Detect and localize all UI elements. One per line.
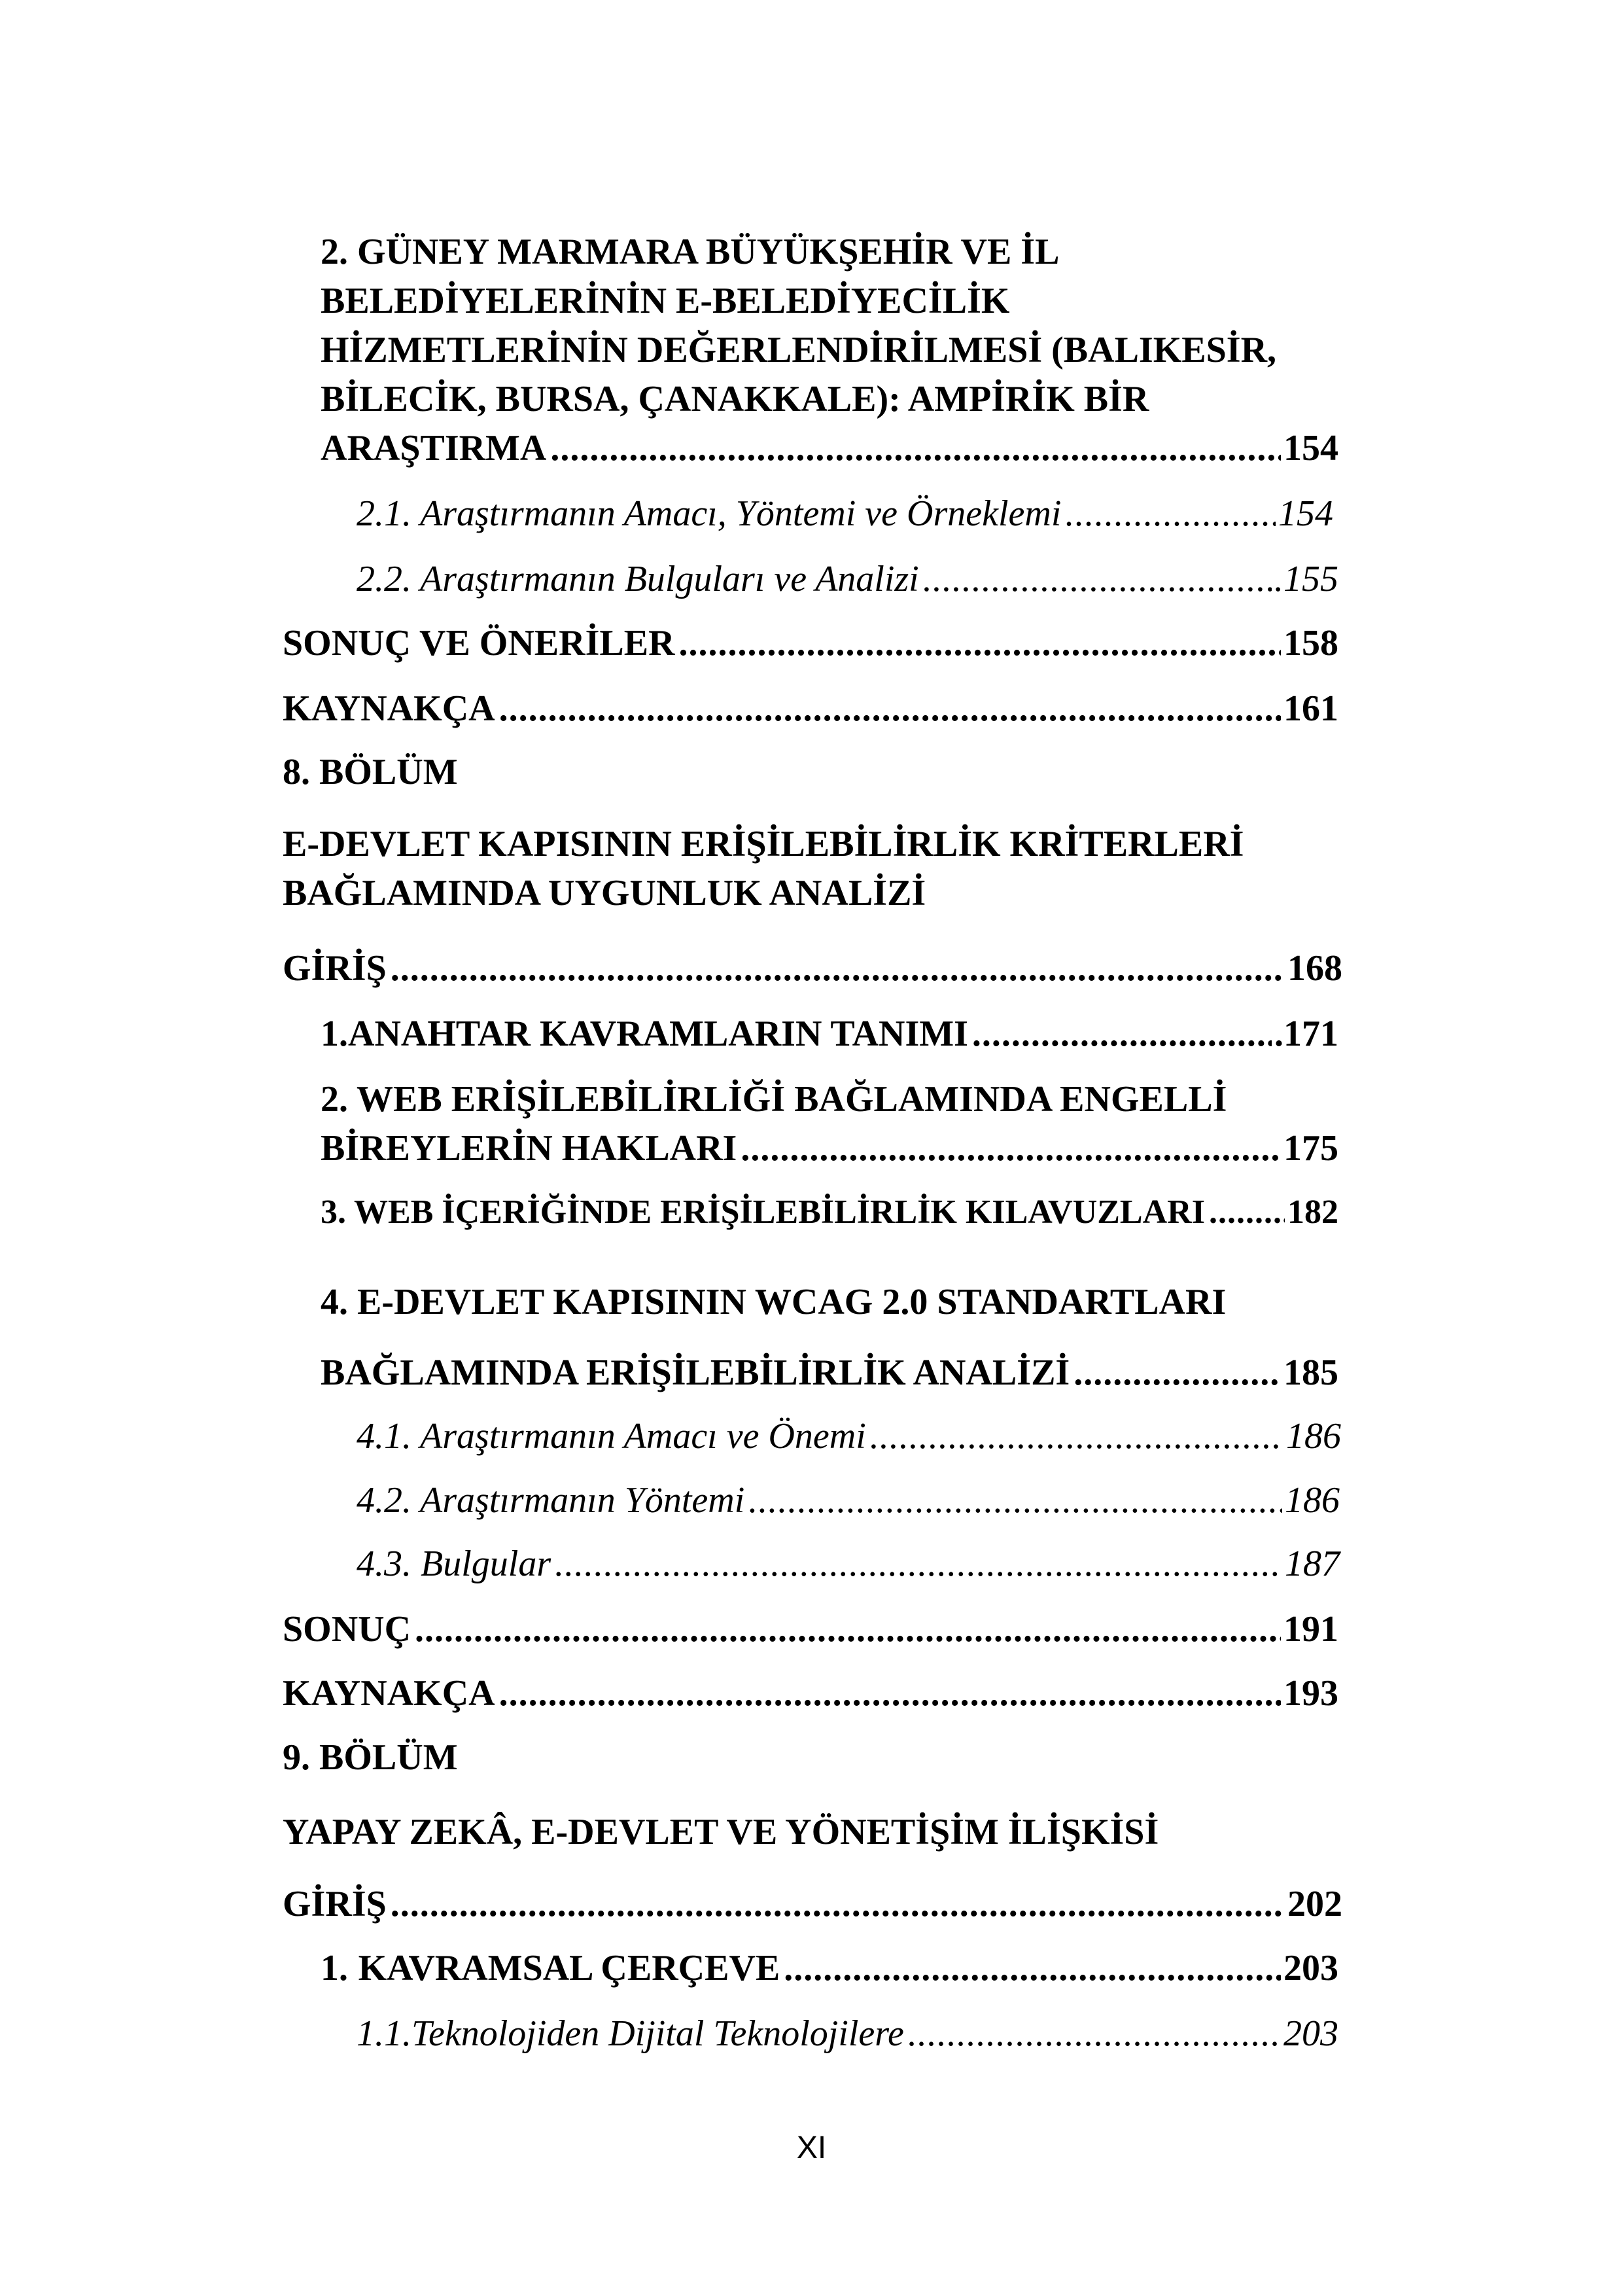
leader-dots xyxy=(741,1130,1281,1167)
toc-entry-label: KAYNAKÇA xyxy=(283,688,495,729)
toc-entry-label: GİRİŞ xyxy=(283,1884,387,1924)
toc-entry-label: 4.2. Araştırmanın Yöntemi xyxy=(357,1480,745,1521)
toc-entry-label: 1.ANAHTAR KAVRAMLARIN TANIMI xyxy=(321,1014,968,1054)
toc-entry[interactable] xyxy=(283,625,1338,662)
toc-entry-label: 4.3. Bulgular xyxy=(357,1544,551,1584)
toc-page-number: 182 xyxy=(1287,1193,1338,1231)
toc-entry[interactable] xyxy=(357,2015,1338,2052)
toc-entry-title: 4. E-DEVLET KAPISININ WCAG 2.0 STANDARTLARI xyxy=(321,1282,1227,1322)
leader-dots xyxy=(870,1418,1283,1455)
toc-entry[interactable] xyxy=(357,561,1338,597)
chapter-heading: 8. BÖLÜM xyxy=(283,752,458,792)
toc-page-number: 154 xyxy=(1278,493,1333,534)
toc-entry[interactable] xyxy=(283,1675,1338,1712)
toc-entry-label: KAYNAKÇA xyxy=(283,1673,495,1714)
toc-entry-label: SONUÇ VE ÖNERİLER xyxy=(283,623,675,663)
toc-entry-label: 1.1.Teknolojiden Dijital Teknolojilere xyxy=(357,2013,904,2054)
toc-page-number: 186 xyxy=(1285,1480,1340,1521)
toc-page-number: 203 xyxy=(1283,1948,1338,1988)
chapter-heading: 9. BÖLÜM xyxy=(283,1737,458,1778)
toc-page-number: 203 xyxy=(1283,2013,1338,2054)
toc-entry-number: 1. xyxy=(321,1948,348,1988)
leader-dots xyxy=(555,1545,1282,1582)
leader-dots xyxy=(908,2015,1281,2052)
toc-page-number: 175 xyxy=(1283,1128,1338,1169)
toc-page-number: .155 xyxy=(1274,559,1338,599)
toc-entry[interactable] xyxy=(321,1016,1338,1052)
toc-entry[interactable] xyxy=(321,1950,1338,1987)
toc-entry-title: 2. WEB ERİŞİLEBİLİRLİĞİ BAĞLAMINDA ENGELLİ xyxy=(321,1079,1227,1120)
toc-entry-label: 4.1. Araştırmanın Amacı ve Önemi xyxy=(357,1416,866,1457)
toc-page-number: 161 xyxy=(1283,688,1338,729)
leader-dots xyxy=(679,625,1281,662)
toc-page-number: 168 xyxy=(1287,948,1342,989)
toc-page-number: 187 xyxy=(1285,1544,1340,1584)
leader-dots xyxy=(972,1016,1272,1052)
leader-dots xyxy=(499,1675,1281,1712)
toc-entry[interactable] xyxy=(283,950,1342,987)
page-number: XI xyxy=(796,2130,827,2165)
chapter-title: E-DEVLET KAPISININ ERİŞİLEBİLİRLİK KRİTERLERİ xyxy=(283,824,1244,864)
toc-entry[interactable] xyxy=(321,1130,1338,1167)
toc-entry-label: 2.2. Araştırmanın Bulguları ve Analizi xyxy=(357,559,919,599)
toc-entry-label: 2.1. Araştırmanın Amacı, Yöntemi ve Örneklemi xyxy=(357,493,1062,534)
toc-entry[interactable] xyxy=(283,690,1338,727)
toc-entry-label: ARAŞTIRMA xyxy=(321,428,547,468)
toc-entry-label: BAĞLAMINDA ERİŞİLEBİLİRLİK ANALİZİ xyxy=(321,1352,1070,1393)
toc-entry[interactable] xyxy=(321,1354,1338,1391)
leader-dots xyxy=(499,690,1281,727)
toc-entry[interactable] xyxy=(321,1195,1338,1229)
toc-page-number: 186 xyxy=(1286,1416,1341,1457)
toc-entry-title: 2. GÜNEY MARMARA BÜYÜKŞEHİR VE İL xyxy=(321,232,1060,272)
toc-entry-label: BİREYLERİN HAKLARI xyxy=(321,1128,737,1169)
toc-entry-title: BİLECİK, BURSA, ÇANAKKALE): AMPİRİK BİR xyxy=(321,379,1149,419)
leader-dots xyxy=(1209,1195,1285,1229)
leader-dots xyxy=(923,561,1272,597)
toc-page-number: .171 xyxy=(1274,1014,1338,1054)
toc-page-number: 202 xyxy=(1287,1884,1342,1924)
leader-dots xyxy=(784,1950,1281,1987)
chapter-title: BAĞLAMINDA UYGUNLUK ANALİZİ xyxy=(283,873,926,913)
toc-entry[interactable] xyxy=(357,1418,1341,1455)
toc-entry-label: GİRİŞ xyxy=(283,948,387,989)
toc-page-number: 185 xyxy=(1283,1352,1338,1393)
toc-page-number: 191 xyxy=(1283,1609,1338,1650)
toc-entry[interactable] xyxy=(357,495,1333,532)
leader-dots xyxy=(748,1482,1282,1519)
leader-dots xyxy=(1073,1354,1281,1391)
toc-entry[interactable] xyxy=(321,430,1338,467)
toc-entry-label: KAVRAMSAL ÇERÇEVE xyxy=(358,1948,780,1988)
leader-dots xyxy=(391,950,1285,987)
toc-page-number: 193 xyxy=(1283,1673,1338,1714)
toc-entry[interactable] xyxy=(357,1482,1340,1519)
toc-entry[interactable] xyxy=(283,1611,1338,1648)
leader-dots xyxy=(415,1611,1281,1648)
leader-dots xyxy=(391,1886,1285,1922)
toc-page-number: 158 xyxy=(1283,623,1338,663)
toc-entry-title: HİZMETLERİNİN DEĞERLENDİRİLMESİ (BALIKESİR, xyxy=(321,330,1277,370)
toc-entry[interactable] xyxy=(283,1886,1342,1922)
toc-entry-label: SONUÇ xyxy=(283,1609,411,1650)
leader-dots xyxy=(550,430,1281,467)
toc-entry-title: BELEDİYELERİNİN E-BELEDİYECİLİK xyxy=(321,281,1010,321)
toc-entry-label: 3. WEB İÇERİĞİNDE ERİŞİLEBİLİRLİK KILAVUZLARI xyxy=(321,1193,1205,1231)
toc-page-number: 154 xyxy=(1283,428,1338,468)
toc-entry[interactable] xyxy=(357,1545,1340,1582)
chapter-title: YAPAY ZEKÂ, E-DEVLET VE YÖNETİŞİM İLİŞKİSİ xyxy=(283,1812,1159,1852)
leader-dots xyxy=(1065,495,1276,532)
